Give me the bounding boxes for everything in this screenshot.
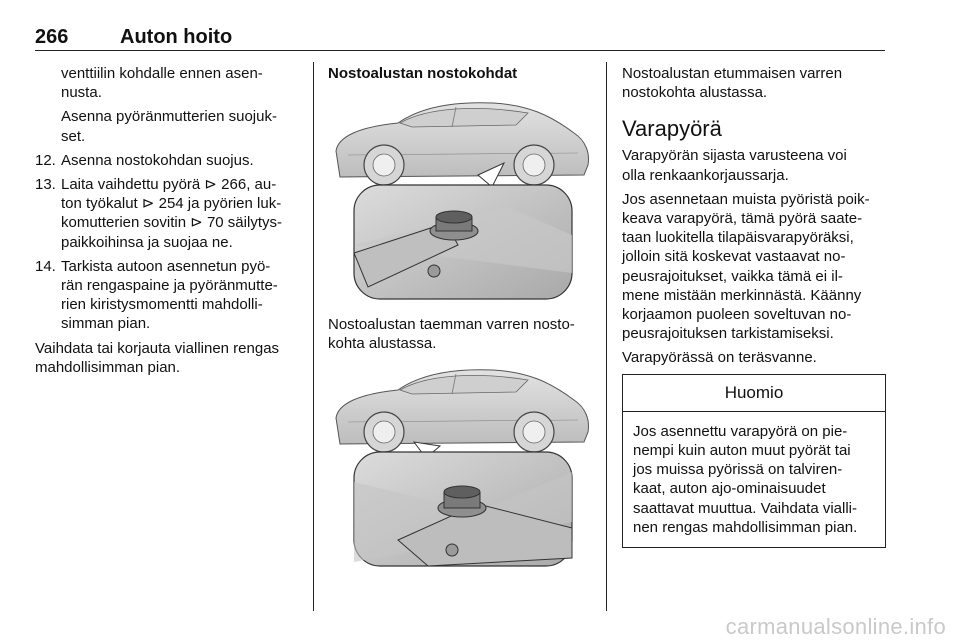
column-middle xyxy=(328,64,592,570)
chapter-title: Auton hoito xyxy=(120,26,233,48)
step-13: 13. Laita vaihdettu pyörä ⊳ 266, au- ton työkalut ⊳ 254 ja pyörien luk- komutterien sovitin ⊳ 70 säilytys- paikkoihinsa ja suojaa ne. xyxy=(35,176,282,251)
site-watermark: carmanualsonline.info xyxy=(725,614,946,639)
page-number: 266 xyxy=(35,26,69,48)
spare-wheel-paragraph-3: Varapyörässä on teräsvanne. xyxy=(622,349,817,367)
page-header xyxy=(35,26,885,50)
continued-text-2: Asenna pyöränmutterien suojuk- set. xyxy=(61,108,277,145)
front-lift-point-illustration xyxy=(328,362,590,570)
column-divider-1 xyxy=(313,62,314,611)
spare-wheel-paragraph-1: Varapyörän sijasta varusteena voi olla renkaankorjaussarja. xyxy=(622,147,847,184)
lift-points-heading: Nostoalustan nostokohdat xyxy=(328,65,518,82)
notice-title: Huomio xyxy=(623,375,885,412)
final-paragraph: Vaihdata tai korjauta viallinen rengas mahdollisimman pian. xyxy=(35,339,280,376)
column-left xyxy=(35,64,297,377)
header-divider xyxy=(35,50,885,51)
column-divider-2 xyxy=(606,62,607,611)
column-right xyxy=(622,64,886,548)
rear-lift-caption: Nostoalustan taemman varren nosto- kohta alustassa. xyxy=(328,316,575,353)
section-title-spare-wheel: Varapyörä xyxy=(622,116,722,142)
notice-body: Jos asennettu varapyörä on pie- nempi kuin auton muut pyörät tai jos muissa pyörissä on talviren- kaat, auton ajo-ominaisuudet saattavat muuttua. Vaihdata vialli- nen rengas mahdollisimman pian. xyxy=(633,422,858,536)
spare-wheel-paragraph-2: Jos asennetaan muista pyöristä poik- keava varapyörä, tämä pyörä saate- taan luokitella tilapäisvarapyöräksi, jolloin sitä koskevat vastaavat no- peusrajoitukset, vaikka tämä ei il- mene mistään merkinnästä. Käänny korjaamon puoleen soveltuvan no- peusrajoituksen tarkistamiseksi. xyxy=(622,190,870,343)
front-lift-caption: Nostoalustan etummaisen varren nostokohta alustassa. xyxy=(622,65,843,102)
continued-text: venttiilin kohdalle ennen asen- nusta. xyxy=(61,65,263,102)
step-12: 12. Asenna nostokohdan suojus. xyxy=(35,151,254,169)
step-14: 14. Tarkista autoon asennetun pyö- rän rengaspaine ja pyöränmutte- rien kiristysmomentti mahdolli- simman pian. xyxy=(35,257,278,333)
rear-lift-point-illustration xyxy=(328,95,590,303)
notice-box xyxy=(622,374,886,548)
